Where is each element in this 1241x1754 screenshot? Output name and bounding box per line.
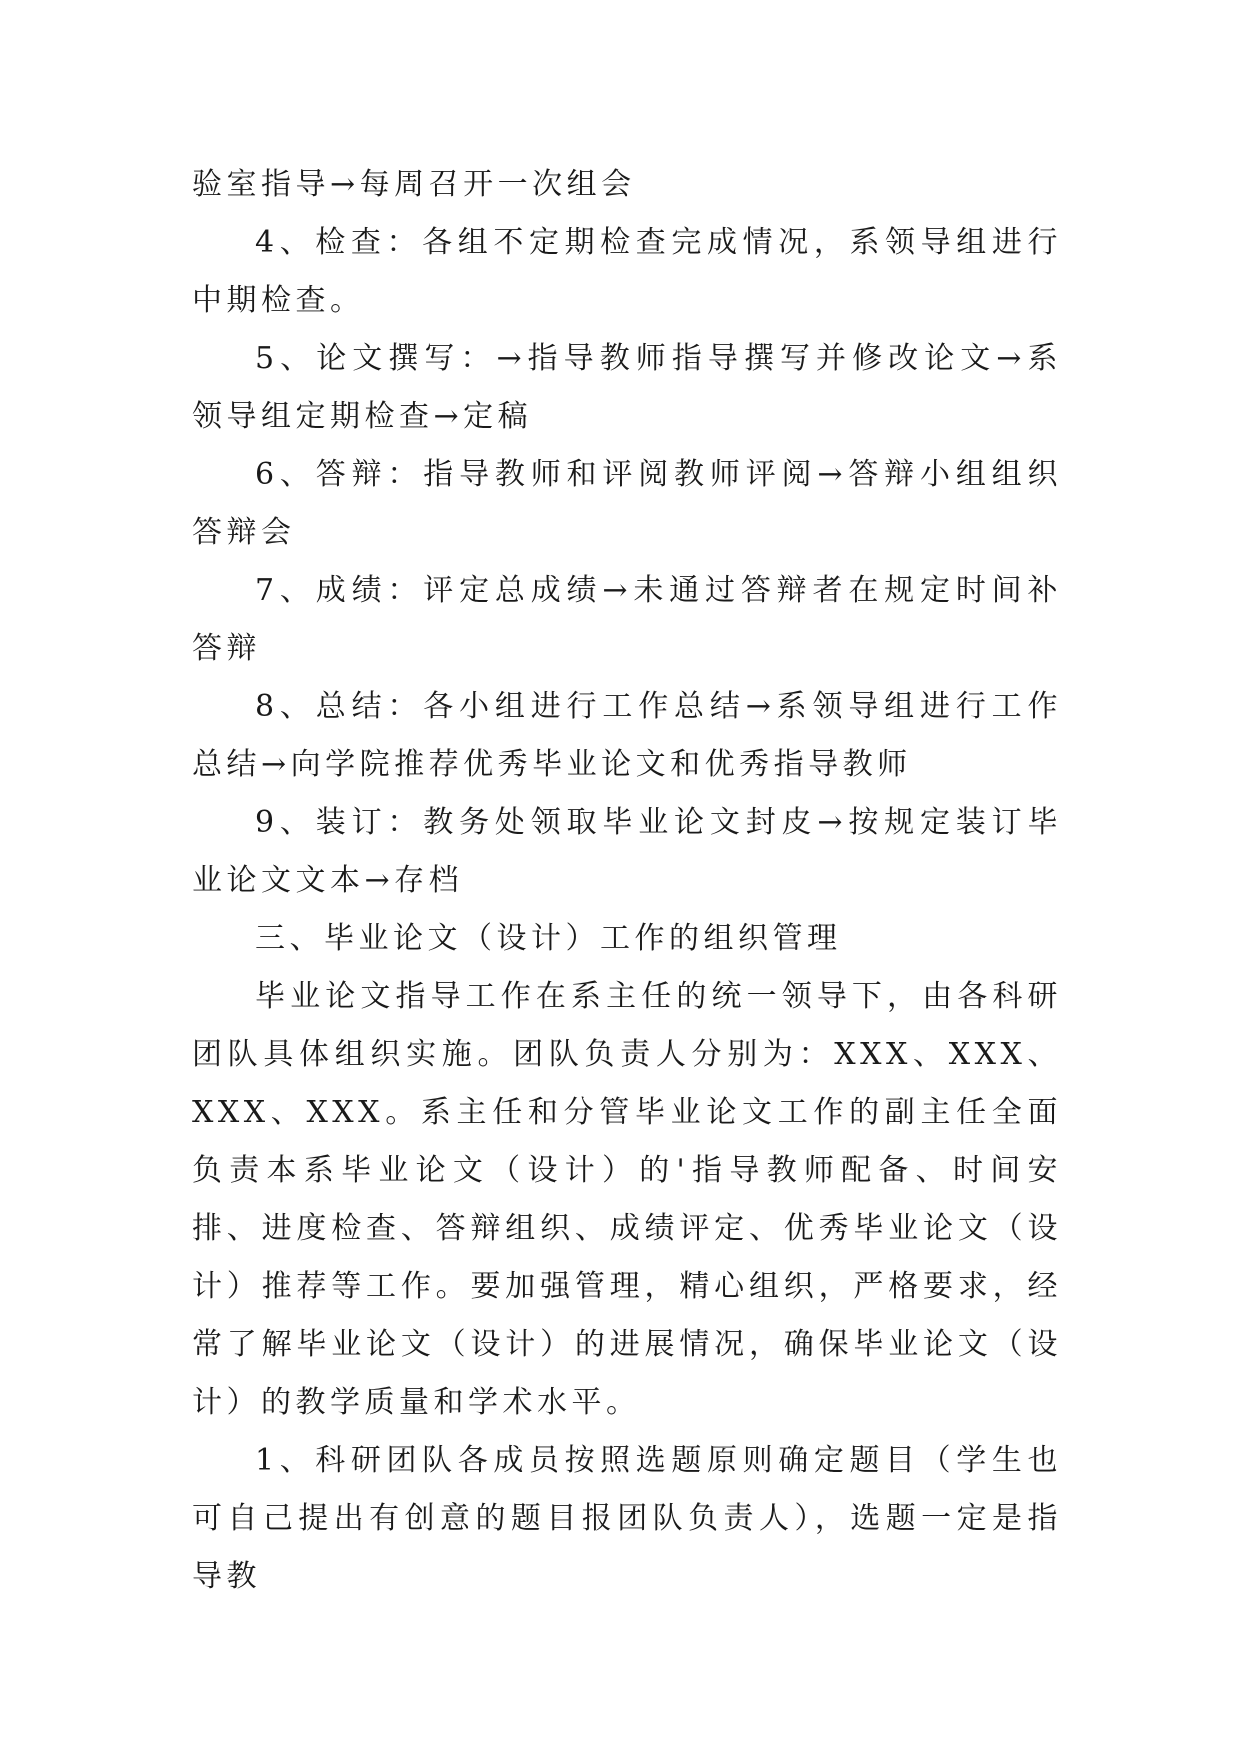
paragraph-step-1-topic: 1、科研团队各成员按照选题原则确定题目（学生也可自己提出有创意的题目报团队负责人），选题一定是指导教 [192, 1443, 1062, 1594]
paragraph-step-4: 4、检查：各组不定期检查完成情况，系领导组进行中期检查。 [192, 225, 1062, 318]
paragraph-continuation: 验室指导→每周召开一次组会 [192, 167, 636, 202]
document-body [192, 156, 1062, 1606]
paragraph-step-5: 5、论文撰写：→指导教师指导撰写并修改论文→系领导组定期检查→定稿 [192, 341, 1062, 434]
section-heading: 三、毕业论文（设计）工作的组织管理 [255, 921, 842, 956]
paragraph-step-8: 8、总结：各小组进行工作总结→系领导组进行工作总结→向学院推荐优秀毕业论文和优秀指导教师 [192, 689, 1062, 782]
paragraph-organization: 毕业论文指导工作在系主任的统一领导下，由各科研团队具体组织实施。团队负责人分别为：XXX、XXX、XXX、XXX。系主任和分管毕业论文工作的副主任全面负责本系毕业论文（设计）的'指导教师配备、时间安排、进度检查、答辩组织、成绩评定、优秀毕业论文（设计）推荐等工作。要加强管理，精心组织，严格要求，经常了解毕业论文（设计）的进展情况，确保毕业论文（设计）的教学质量和学术水平。 [192, 979, 1062, 1420]
paragraph-step-9: 9、装订：教务处领取毕业论文封皮→按规定装订毕业论文文本→存档 [192, 805, 1062, 898]
paragraph-step-7: 7、成绩：评定总成绩→未通过答辩者在规定时间补答辩 [192, 573, 1062, 666]
paragraph-step-6: 6、答辩：指导教师和评阅教师评阅→答辩小组组织答辩会 [192, 457, 1062, 550]
